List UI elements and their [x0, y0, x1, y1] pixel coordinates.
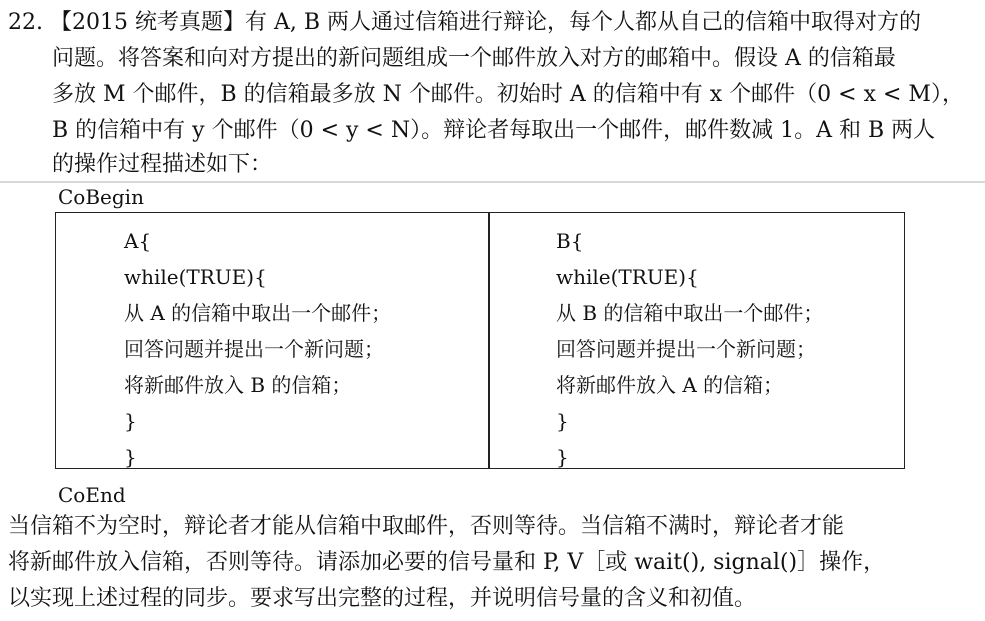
requirement-line-3: 以实现上述过程的同步。要求写出完整的过程，并说明信号量的含义和初值。 [8, 586, 757, 611]
cobegin-label: CoBegin [58, 185, 144, 209]
code-line: } [124, 409, 137, 433]
problem-line-1: 22. 【2015 统考真题】有 A, B 两人通过信箱进行辩论，每个人都从自己的信箱中取得对方的 [8, 10, 921, 35]
code-line: 回答问题并提出一个新问题； [124, 337, 384, 361]
code-line: 回答问题并提出一个新问题； [556, 337, 816, 361]
process-b-code [556, 223, 823, 475]
problem-line-4: B 的信箱中有 y 个邮件（0 < y < N）。辩论者每取出一个邮件，邮件数减 1。A 和 B 两人 [52, 118, 936, 143]
code-line: } [124, 445, 137, 469]
problem-line-3: 多放 M 个邮件，B 的信箱最多放 N 个邮件。初始时 A 的信箱中有 x 个邮件（0 < x < M）， [52, 82, 964, 107]
code-line: 从 A 的信箱中取出一个邮件； [124, 301, 392, 325]
code-line: } [556, 409, 569, 433]
code-line: A{ [124, 229, 152, 253]
problem-line-5: 的操作过程描述如下： [52, 152, 273, 177]
scan-seam [0, 181, 985, 183]
code-line: } [556, 445, 569, 469]
code-line: 将新邮件放入 A 的信箱； [556, 373, 784, 397]
code-line: 将新邮件放入 B 的信箱； [124, 373, 352, 397]
code-line: B{ [556, 229, 584, 253]
code-line: while(TRUE){ [556, 265, 699, 289]
requirement-line-2: 将新邮件放入信箱，否则等待。请添加必要的信号量和 P, V［或 wait(), signal()］操作， [8, 550, 886, 575]
code-box [55, 212, 905, 469]
coend-label: CoEnd [58, 483, 126, 507]
code-line: 从 B 的信箱中取出一个邮件； [556, 301, 824, 325]
column-divider [488, 213, 490, 468]
requirement-line-1: 当信箱不为空时，辩论者才能从信箱中取邮件，否则等待。当信箱不满时，辩论者才能 [8, 514, 845, 539]
code-line: while(TRUE){ [124, 265, 267, 289]
problem-line-2: 问题。将答案和向对方提出的新问题组成一个邮件放入对方的邮箱中。假设 A 的信箱最 [52, 46, 896, 71]
process-a-code [124, 223, 391, 475]
